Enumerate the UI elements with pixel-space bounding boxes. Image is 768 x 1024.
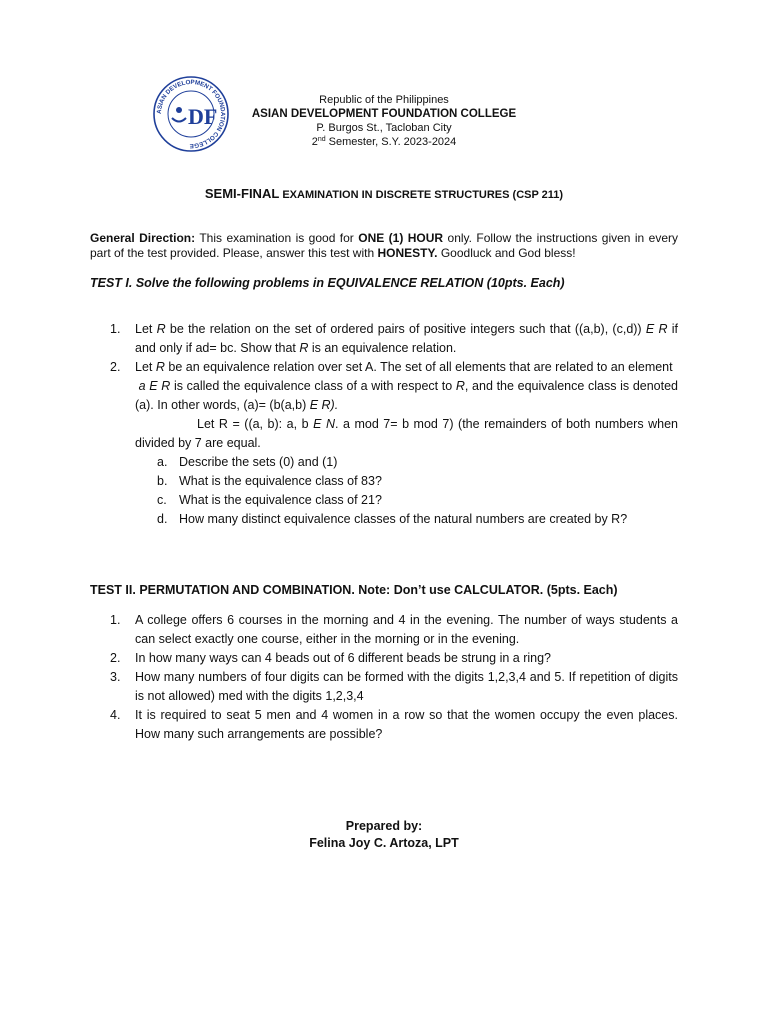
list-item: c. What is the equivalence class of 21? [157, 493, 382, 507]
prepared-by [0, 818, 768, 852]
header-address: P. Burgos St., Tacloban City [316, 122, 452, 134]
subquestion-list [135, 453, 678, 529]
list-item: 4. It is required to seat 5 men and 4 women in a row so that the women occupy the even places. How many such arrangements are possible? [110, 708, 678, 741]
list-item: 2. In how many ways can 4 beads out of 6 different beads be strung in a ring? [110, 651, 552, 665]
list-item: 3. How many numbers of four digits can be formed with the digits 1,2,3,4 and 5. If repetition of digits is not allowed) med with the digits 1,2,3,4 [110, 670, 678, 703]
list-item: a. Describe the sets (0) and (1) [157, 455, 338, 469]
list-item: 1. Let R be the relation on the set of ordered pairs of positive integers such that ((a,b), (c,d)) E R if and only if ad= bc. Show that R is an equivalence relation. [110, 322, 678, 355]
test2-heading: TEST II. PERMUTATION AND COMBINATION. Note: Don’t use CALCULATOR. (5pts. Each) [90, 583, 618, 597]
test1-list [110, 320, 678, 529]
logo-ring-text: ASIAN DEVELOPMENT FOUNDATION COLLEGE [155, 78, 227, 150]
header-semester: 2nd Semester, S.Y. 2023-2024 [311, 136, 457, 148]
test2-list [110, 611, 678, 744]
preparer-name: Felina Joy C. Artoza, LPT [309, 836, 459, 850]
header-republic: Republic of the Philippines [319, 94, 449, 106]
logo-letters: DF [188, 104, 218, 129]
exam-title: SEMI-FINAL EXAMINATION IN DISCRETE STRUCTURES (CSP 211) [204, 186, 564, 201]
document-header [200, 93, 568, 149]
list-item: d. How many distinct equivalence classes of the natural numbers are created by R? [157, 512, 628, 526]
prepared-label: Prepared by: [345, 819, 423, 833]
list-item: b. What is the equivalence class of 83? [157, 474, 382, 488]
list-item: 1. A college offers 6 courses in the morning and 4 in the evening. The number of ways students a can select exactly one course, either in the morning or in the evening. [110, 613, 678, 646]
general-direction: General Direction: This examination is good for ONE (1) HOUR only. Follow the instructions given in every part of the test provided. Please, answer this test with HONESTY. Goodluck and God bless! [90, 231, 679, 260]
test1-heading: TEST I. Solve the following problems in EQUIVALENCE RELATION (10pts. Each) [90, 276, 565, 290]
header-institution: ASIAN DEVELOPMENT FOUNDATION COLLEGE [251, 108, 517, 120]
list-item: 2. Let R be an equivalence relation over set A. The set of all elements that are related to an element a E R is called the equivalence class of a with respect to R, and the equivalence class is denoted (a). In other words, (a)= (b(a,b) E R). Let R = ((a, b): a, b E N. a mod 7= b mod 7) (the remainders of both numbers when divided by 7 are equal. a. Describe the sets (0) and (1) b. What is the equivalence class of 83? c. What is the equivalence class of 21? d. How many distinct equivalence classes of the natural numbers are created by R? [110, 358, 678, 529]
